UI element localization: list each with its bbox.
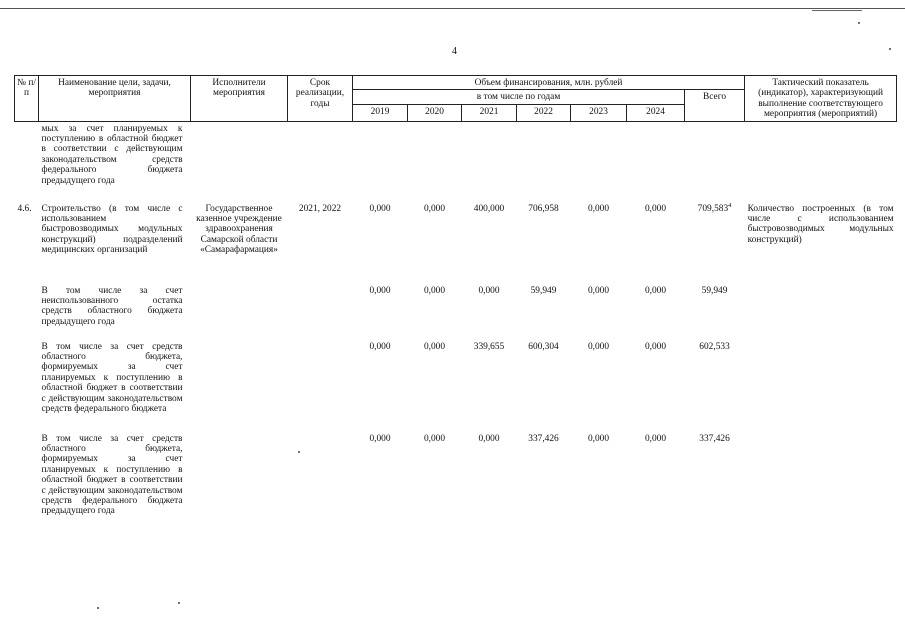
row-value-2019: 0,000 [369,341,391,352]
row-name: мых за счет планируемых к поступлению в областной бюджет в соответствии с действующим законодательством средств федерального бюджета предыдущего года [41,123,183,186]
header-total: Всего [685,90,745,121]
row-value-2019: 0,000 [369,203,391,214]
scan-speck [97,607,99,609]
row-value-2023: 0,000 [587,433,610,444]
row-value-2024 [627,121,685,194]
row-total [685,121,745,194]
row-indicator [745,121,897,194]
header-name: Наименование цели, задачи, мероприятия [39,76,191,122]
row-total: 602,533 [699,341,730,352]
row-indicator [745,432,897,534]
row-term: 2021, 2022 [298,203,342,214]
row-value-2022: 600,304 [528,341,559,352]
header-executors: Исполнители мероприятия [191,76,288,122]
header-year: 2019 [353,105,408,121]
row-total: 337,426 [699,433,730,444]
header-indicator: Тактический показатель (индикатор), характеризующий выполнение соответствующего мероприятия (мероприятий) [745,76,897,122]
row-value-2023: 0,000 [587,341,610,352]
table-row [15,284,897,340]
scan-speck [858,22,860,24]
footnote-mark: 4 [728,201,732,209]
row-value-2020: 0,000 [423,203,446,214]
row-total: 59,949 [701,285,728,296]
row-value-2024: 0,000 [644,341,667,352]
row-total [685,202,745,284]
row-indicator [745,284,897,340]
row-value-2021: 0,000 [478,433,500,444]
row-value-2022: 337,426 [528,433,559,444]
header-num: № п/п [15,76,39,122]
row-value-2020: 0,000 [423,433,446,444]
row-number [15,284,39,340]
table-row [15,432,897,534]
scan-speck [178,602,180,604]
row-value-2021 [462,121,517,194]
row-executor [191,340,288,432]
row-indicator: Количество построенных (в том числе с использованием быстровозводимых модульных конструкций) [747,203,894,245]
table-row [15,202,897,284]
header-funding: Объем финансирования, млн. рублей [353,76,745,90]
header-term: Срок реализации, годы [288,76,353,122]
row-executor [191,284,288,340]
header-year: 2022 [517,105,571,121]
table-row [15,121,897,194]
row-value-2021: 400,000 [473,203,505,214]
row-value-2022: 59,949 [530,285,557,296]
row-term [288,340,353,432]
header-year: 2023 [571,105,627,121]
row-executor [191,432,288,534]
row-value-2023 [571,121,627,194]
row-name: Строительство (в том числе с использованием быстровозводимых модульных конструкций) подразделений медицинских организаций [41,203,183,256]
table-row [15,340,897,432]
row-value-2021: 339,655 [473,341,505,352]
row-executor: Государственное казенное учреждение здравоохранения Самарской области «Самарафармация» [196,203,282,256]
row-name: В том числе за счет неиспользованного остатка средств областного бюджета предыдущего года [41,285,183,327]
row-value-2024: 0,000 [644,203,667,214]
row-term [288,432,353,534]
row-number [15,340,39,432]
row-value-2022: 706,958 [528,203,559,214]
row-value-2020: 0,000 [423,341,446,352]
row-name: В том числе за счет средств областного бюджета, формируемых за счет планируемых к поступлению в областной бюджет в соответствии с действующим законодательством средств федерального бюджета [41,341,183,415]
scan-edge-line [812,10,862,11]
row-indicator [745,340,897,432]
header-by-years: в том числе по годам [353,90,685,105]
row-number [15,121,39,194]
page-number: 4 [452,46,457,57]
row-term [288,121,353,194]
row-value-2024: 0,000 [644,433,667,444]
scan-speck [889,48,891,50]
row-name: В том числе за счет средств областного бюджета, формируемых за счет планируемых к поступлению в областной бюджет в соответствии с действующим законодательством средств федерального бюджета предыдущего года [41,433,183,517]
header-year: 2024 [627,105,685,121]
row-executor [191,121,288,194]
row-value-2021: 0,000 [478,285,500,296]
scan-edge-line [0,8,905,9]
row-number [15,432,39,534]
table-header [15,76,897,122]
row-total-value: 709,583 [697,203,729,214]
row-value-2019 [353,121,408,194]
header-year: 2021 [462,105,517,121]
row-number: 4.6. [17,203,32,214]
row-value-2024: 0,000 [644,285,667,296]
row-value-2023: 0,000 [587,285,610,296]
row-value-2022 [517,121,571,194]
financing-table [14,75,897,534]
row-value-2019: 0,000 [369,433,391,444]
header-year: 2020 [408,105,462,121]
row-value-2020 [408,121,462,194]
row-value-2019: 0,000 [369,285,391,296]
row-value-2020: 0,000 [423,285,446,296]
row-value-2023: 0,000 [587,203,610,214]
row-term [288,284,353,340]
